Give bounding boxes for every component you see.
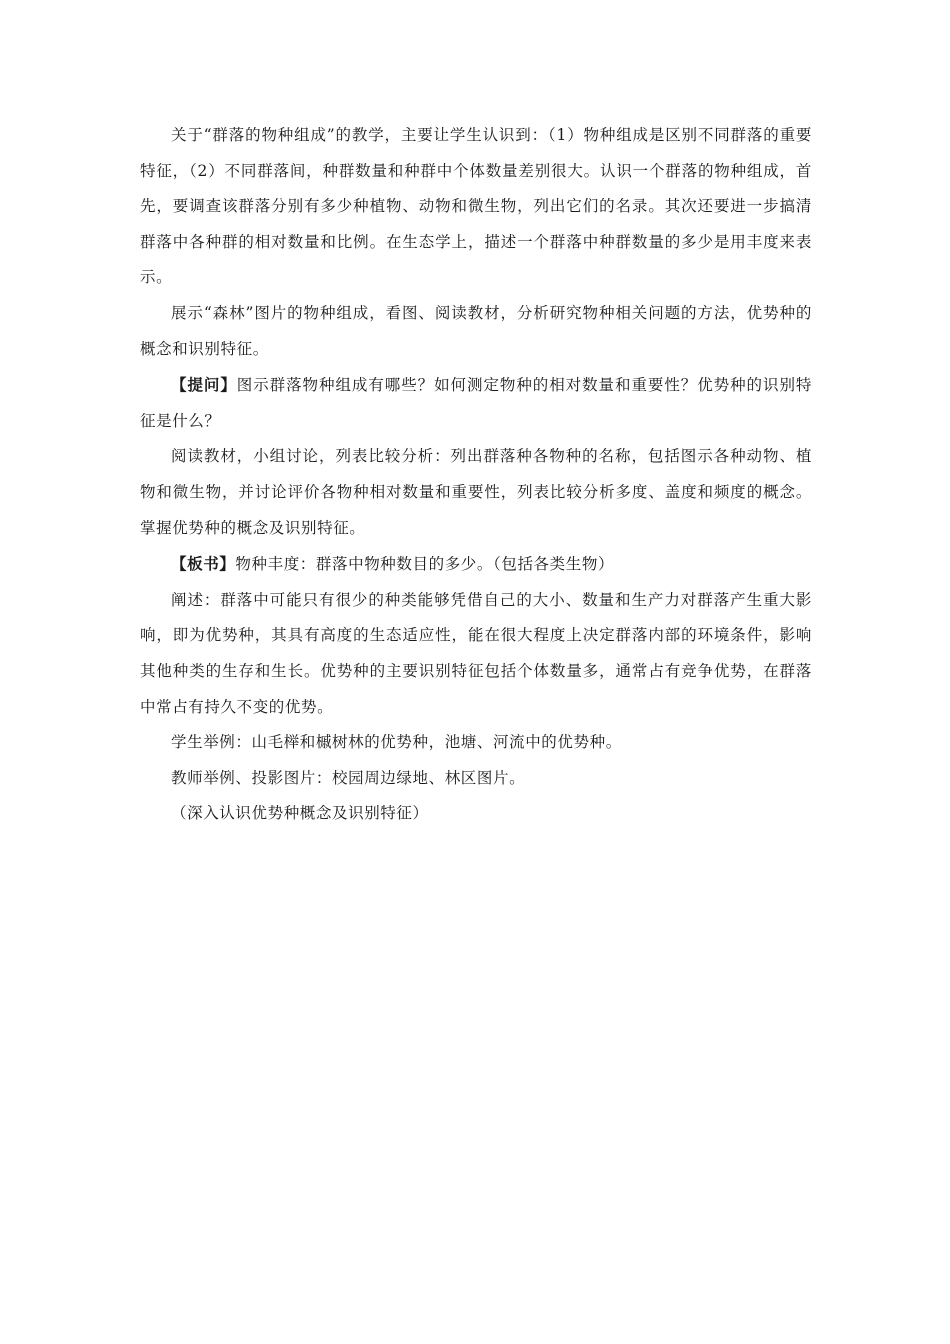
paragraph-text: 图示群落物种组成有哪些？如何测定物种的相对数量和重要性？优势种的识别特征是什么？ — [140, 376, 812, 430]
paragraph-forest-display — [140, 296, 812, 367]
blackboard-tag: 【板书】 — [171, 554, 236, 574]
paragraph-text: 阐述：群落中可能只有很少的种类能够凭借自己的大小、数量和生产力对群落产生重大影响，即为优势种，其具有高度的生态适应性，能在很大程度上决定群落内部的环境条件，影响其他种类的生存和生长。优势种的主要识别特征包括个体数量多，通常占有竞争优势，在群落中常占有持久不变的优势。 — [140, 590, 812, 716]
document-page — [140, 118, 812, 832]
paragraph-student-examples — [140, 725, 812, 761]
paragraph-reading-discussion — [140, 439, 812, 546]
paragraph-question — [140, 367, 812, 439]
question-tag: 【提问】 — [171, 375, 237, 395]
paragraph-text: （深入认识优势种概念及识别特征） — [171, 804, 429, 823]
paragraph-note — [140, 796, 812, 832]
paragraph-explanation — [140, 583, 812, 725]
paragraph-text: 阅读教材，小组讨论，列表比较分析：列出群落种各物种的名称，包括图示各种动物、植物和微生物，并讨论评价各物种相对数量和重要性，列表比较分析多度、盖度和频度的概念。掌握优势种的概念及识别特征。 — [140, 447, 812, 537]
paragraph-group-composition-intro — [140, 118, 812, 296]
paragraph-text: 学生举例：山毛榉和槭树林的优势种，池塘、河流中的优势种。 — [171, 733, 622, 752]
paragraph-text: 物种丰度：群落中物种数目的多少。（包括各类生物） — [235, 555, 615, 574]
paragraph-blackboard — [140, 546, 812, 583]
paragraph-text: 展示“森林”图片的物种组成，看图、阅读教材，分析研究物种相关问题的方法，优势种的概念和识别特征。 — [140, 303, 812, 358]
paragraph-teacher-examples — [140, 761, 812, 797]
paragraph-text: 教师举例、投影图片：校园周边绿地、林区图片。 — [171, 768, 526, 787]
paragraph-text: 关于“群落的物种组成”的教学，主要让学生认识到：（1）物种组成是区别不同群落的重要特征，（2）不同群落间，种群数量和种群中个体数量差别很大。认识一个群落的物种组成，首先，要调查该群落分别有多少种植物、动物和微生物，列出它们的名录。其次还要进一步搞清群落中各种群的相对数量和比例。在生态学上，描述一个群落中种群数量的多少是用丰度来表示。 — [140, 126, 812, 287]
